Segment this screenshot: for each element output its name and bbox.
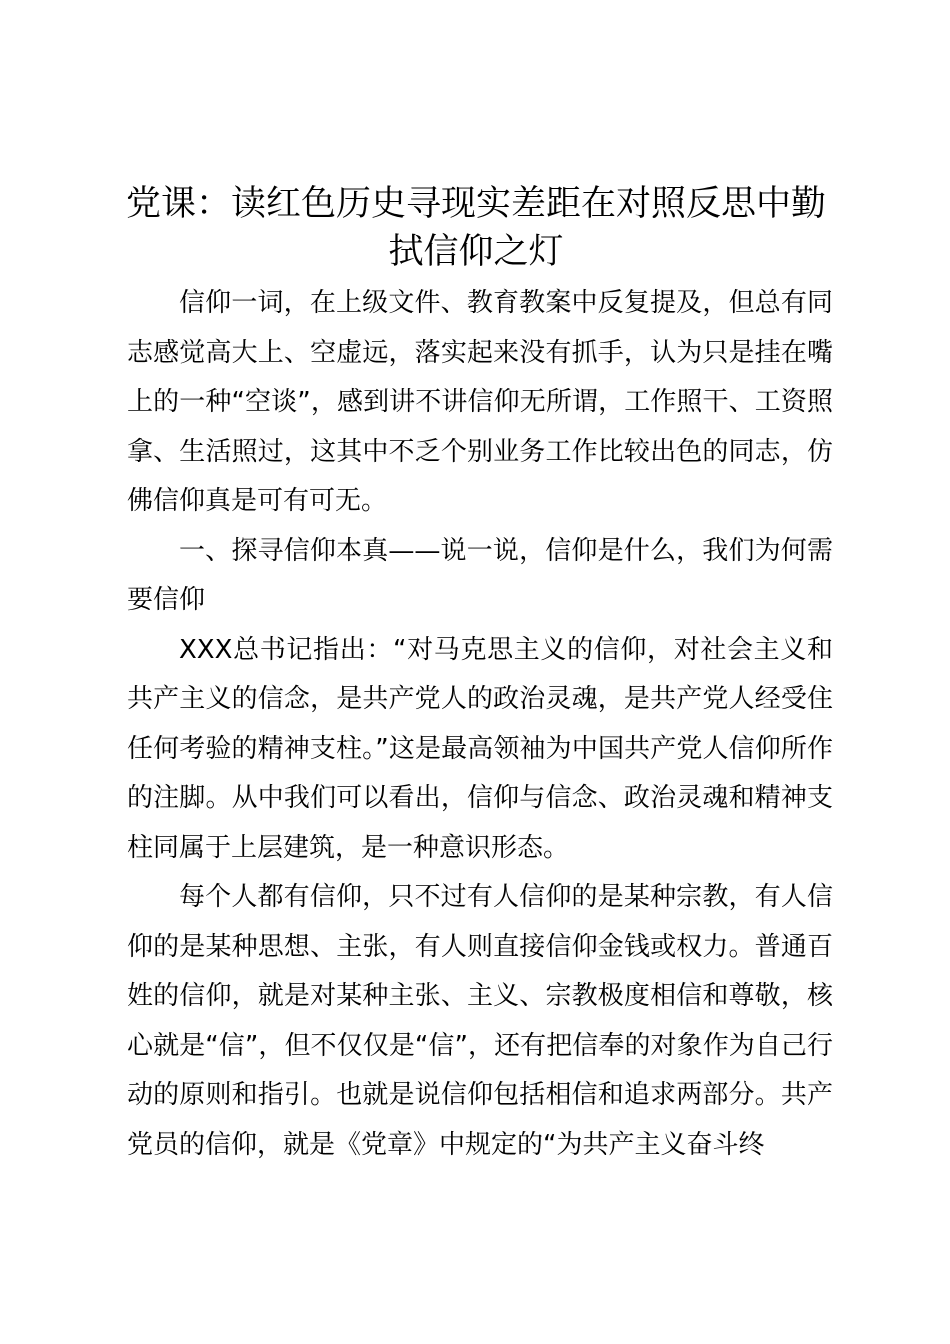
paragraph-quote: XXX总书记指出：“对马克思主义的信仰，对社会主义和共产主义的信念，是共产党人的政治灵魂，是共产党人经受住任何考验的精神支柱。”这是最高领袖为中国共产党人信仰所作的注脚。从中我们可以看出，信仰与信念、政治灵魂和精神支柱同属于上层建筑，是一种意识形态。 [127, 634, 833, 863]
document-title: 党课：读红色历史寻现实差距在对照反思中勤拭信仰之灯 [125, 184, 826, 272]
section-heading-1: 一、探寻信仰本真——说一说，信仰是什么，我们为何需要信仰 [127, 535, 833, 615]
document-body [127, 279, 833, 1170]
paragraph-intro: 信仰一词，在上级文件、教育教案中反复提及，但总有同志感觉高大上、空虚远，落实起来没有抓手，认为只是挂在嘴上的一种“空谈”，感到讲不讲信仰无所谓，工作照干、工资照拿、生活照过，这其中不乏个别业务工作比较出色的同志，仿佛信仰真是可有可无。 [127, 288, 833, 516]
paragraph-belief: 每个人都有信仰，只不过有人信仰的是某种宗教，有人信仰的是某种思想、主张，有人则直接信仰金钱或权力。普通百姓的信仰，就是对某种主张、主义、宗教极度相信和尊敬，核心就是“信”，但不仅仅是“信”，还有把信奉的对象作为自己行动的原则和指引。也就是说信仰包括相信和追求两部分。共产党员的信仰，就是《党章》中规定的“为共产主义奋斗终 [127, 882, 833, 1160]
